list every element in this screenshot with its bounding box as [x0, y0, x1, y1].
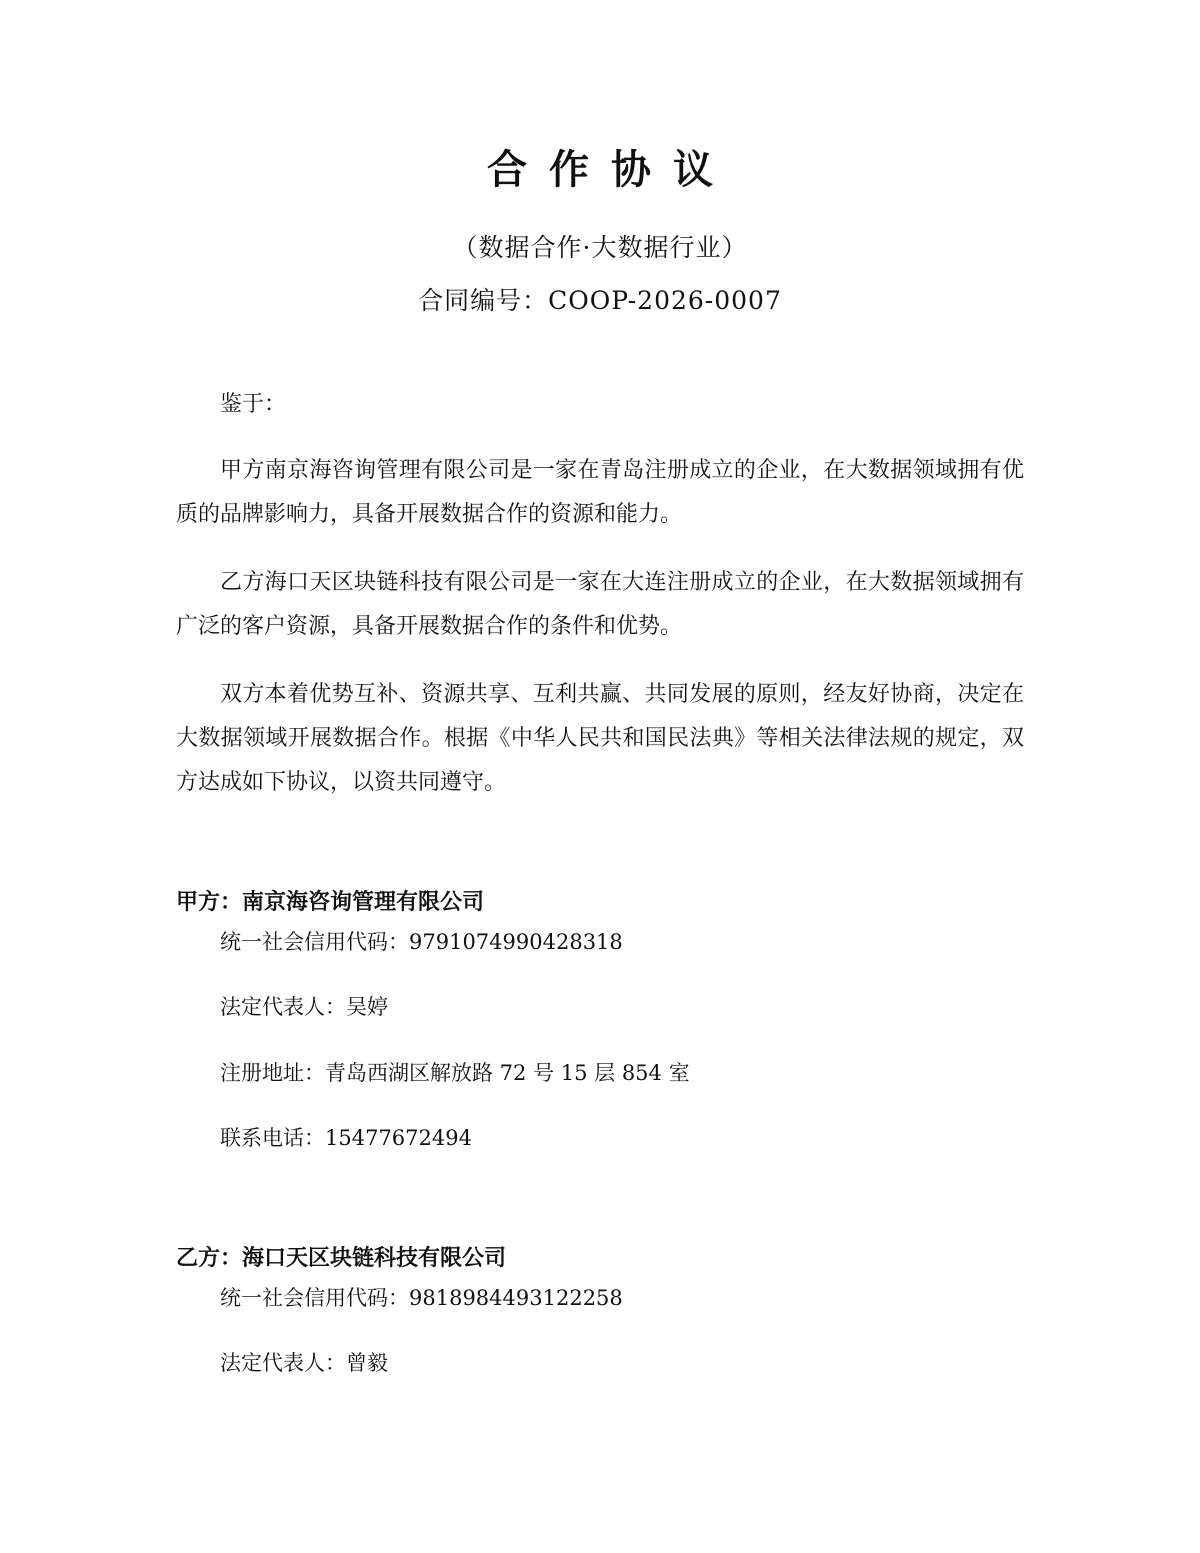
party-b-credit-code: 统一社会信用代码：9818984493122258: [220, 1286, 623, 1310]
party-a-phone: 联系电话：15477672494: [220, 1126, 472, 1150]
party-b-legal-rep: 法定代表人：曾毅: [220, 1351, 388, 1375]
preamble-paragraph-party-a: 甲方南京海咨询管理有限公司是一家在青岛注册成立的企业，在大数据领域拥有优质的品牌影响力，具备开展数据合作的资源和能力。: [176, 458, 1024, 527]
preamble-paragraph-principles: 双方本着优势互补、资源共享、互利共赢、共同发展的原则，经友好协商，决定在大数据领域开展数据合作。根据《中华人民共和国民法典》等相关法律法规的规定，双方达成如下协议，以资共同遵守。: [176, 682, 1024, 795]
party-a-title: 甲方：南京海咨询管理有限公司: [176, 890, 485, 915]
contract-number: 合同编号：COOP-2026-0007: [418, 286, 782, 315]
document-title: 合作协议: [487, 147, 735, 193]
party-a-address: 注册地址：青岛西湖区解放路 72 号 15 层 854 室: [220, 1061, 690, 1085]
party-a-credit-code: 统一社会信用代码：9791074990428318: [220, 930, 623, 954]
whereas-heading: 鉴于：: [220, 392, 287, 417]
document-subtitle: （数据合作·大数据行业）: [452, 233, 748, 262]
party-b-title: 乙方：海口天区块链科技有限公司: [176, 1246, 507, 1271]
party-a-legal-rep: 法定代表人：吴婷: [220, 995, 388, 1019]
preamble-paragraph-party-b: 乙方海口天区块链科技有限公司是一家在大连注册成立的企业，在大数据领域拥有广泛的客户资源，具备开展数据合作的条件和优势。: [176, 570, 1024, 639]
